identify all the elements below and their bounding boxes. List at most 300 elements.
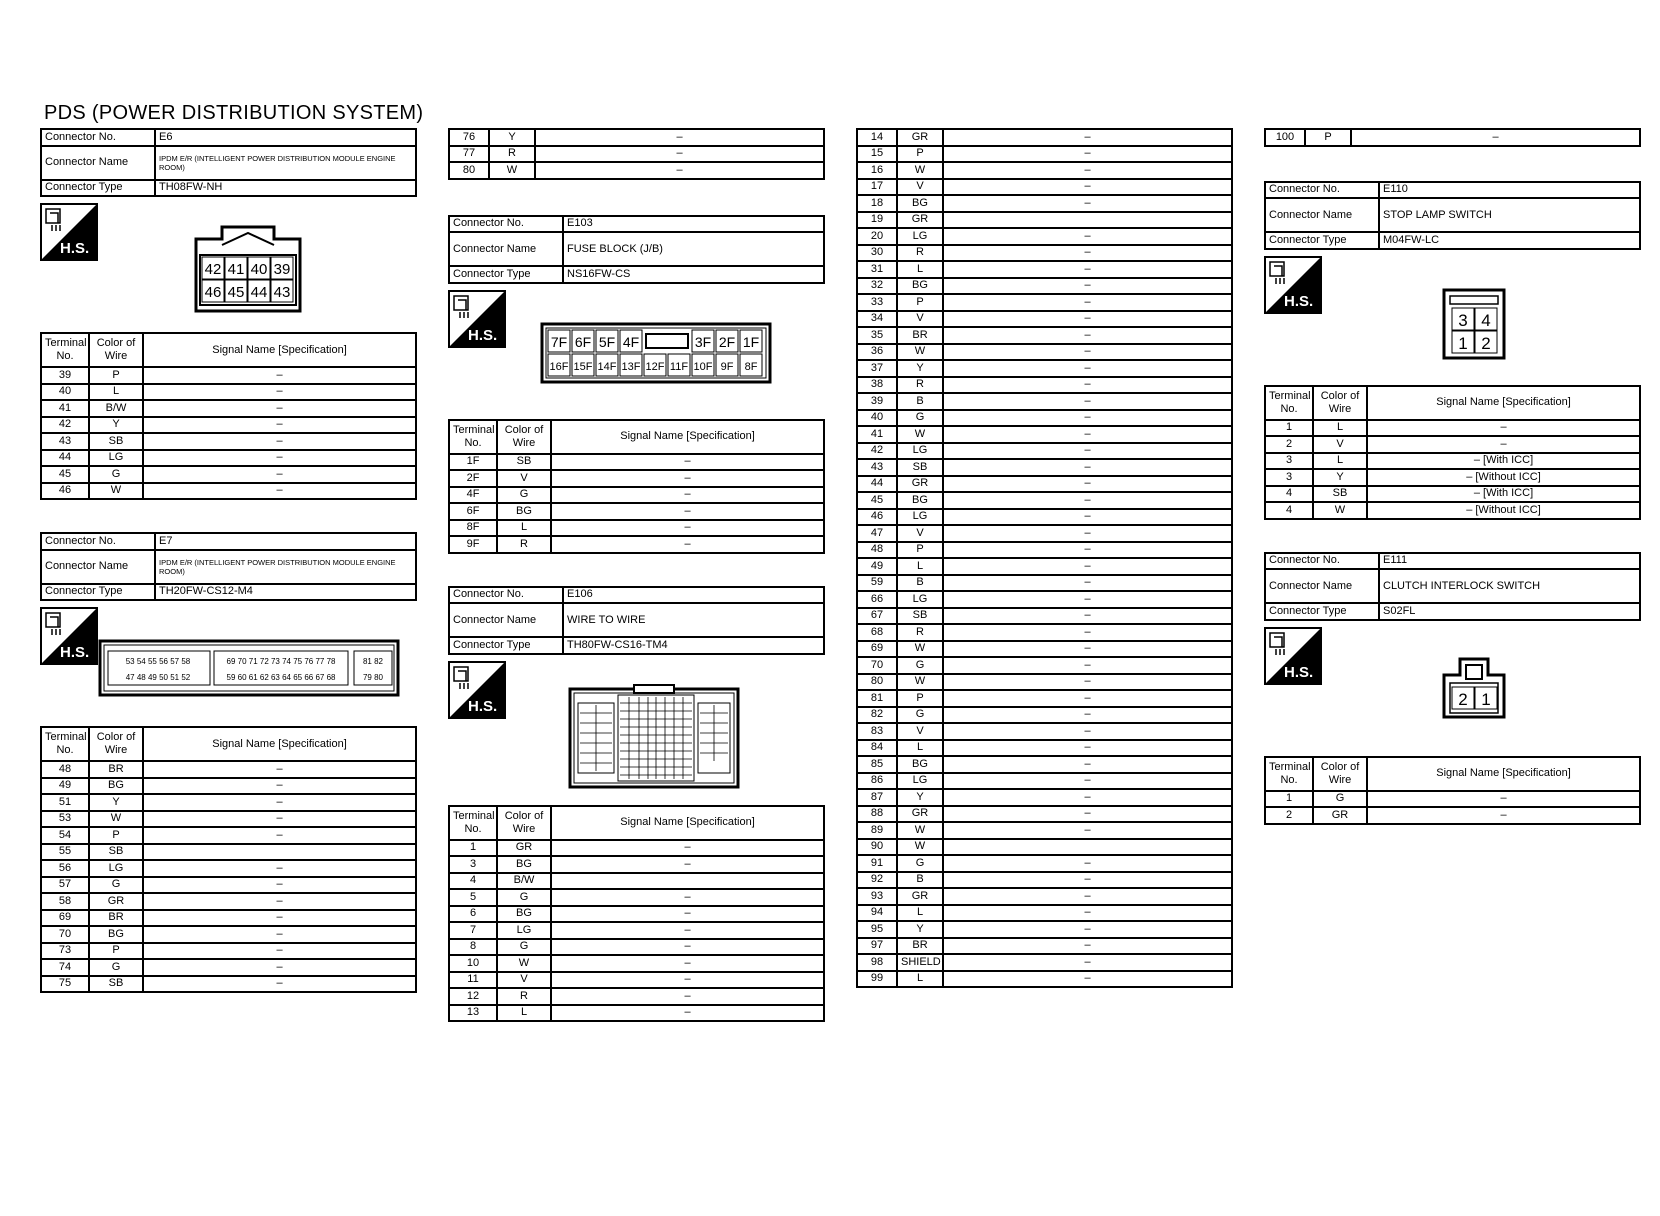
wire-color-cell: R bbox=[489, 146, 535, 163]
e103-pin: 15F bbox=[573, 360, 593, 373]
table-row bbox=[449, 955, 824, 972]
table-row bbox=[857, 278, 1232, 295]
signal-name-cell: – bbox=[143, 827, 416, 844]
terminal-no-cell: 35 bbox=[857, 327, 897, 344]
terminal-no-cell: 58 bbox=[41, 893, 89, 910]
e103-pin: 9F bbox=[720, 360, 734, 373]
terminal-no-cell: 9F bbox=[449, 536, 497, 553]
table-row bbox=[41, 794, 416, 811]
terminal-no-cell: 11 bbox=[449, 972, 497, 989]
wire-color-cell: BG bbox=[497, 856, 551, 873]
wire-color-cell: Y bbox=[89, 794, 143, 811]
terminal-no-cell: 80 bbox=[449, 162, 489, 179]
terminal-no-cell: 92 bbox=[857, 872, 897, 889]
table-row bbox=[857, 344, 1232, 361]
terminal-no-cell: 36 bbox=[857, 344, 897, 361]
color-of-wire-header: Color of Wire bbox=[497, 806, 551, 840]
table-row bbox=[857, 476, 1232, 493]
terminal-no-cell: 19 bbox=[857, 212, 897, 229]
signal-name-cell: – bbox=[943, 558, 1232, 575]
table-row bbox=[449, 1005, 824, 1022]
terminal-no-cell: 54 bbox=[41, 827, 89, 844]
e103-pin: 8F bbox=[744, 360, 758, 373]
terminal-no-cell: 70 bbox=[41, 926, 89, 943]
table-row bbox=[857, 756, 1232, 773]
table-row bbox=[41, 860, 416, 877]
terminal-table-e6 bbox=[40, 332, 417, 500]
signal-name-cell: – bbox=[943, 278, 1232, 295]
signal-name-cell: – bbox=[551, 470, 824, 487]
table-row bbox=[857, 608, 1232, 625]
table-row bbox=[41, 811, 416, 828]
terminal-no-cell: 44 bbox=[857, 476, 897, 493]
wire-color-cell: P bbox=[89, 827, 143, 844]
table-row bbox=[449, 454, 824, 471]
wire-color-cell: GR bbox=[497, 840, 551, 857]
table-row bbox=[41, 417, 416, 434]
terminal-table-e7 bbox=[40, 726, 417, 993]
signal-name-cell: – bbox=[943, 459, 1232, 476]
terminal-table-e103 bbox=[448, 419, 825, 554]
signal-name-cell: – bbox=[943, 773, 1232, 790]
harness-side-icon bbox=[1264, 627, 1322, 685]
signal-name-cell: – bbox=[943, 575, 1232, 592]
table-row bbox=[857, 921, 1232, 938]
connector-no-label: Connector No. bbox=[41, 533, 155, 550]
terminal-rows bbox=[857, 129, 1232, 987]
wire-color-cell: BR bbox=[89, 761, 143, 778]
e110-pin: 1 bbox=[1458, 333, 1468, 353]
signal-name-cell: – bbox=[943, 327, 1232, 344]
svg-text:79 80: 79 80 bbox=[362, 673, 384, 682]
terminal-no-cell: 7 bbox=[449, 922, 497, 939]
signal-name-cell: – bbox=[943, 855, 1232, 872]
wire-color-cell: P bbox=[1305, 129, 1351, 146]
wire-color-cell: SB bbox=[1313, 486, 1367, 503]
e103-pin: 4F bbox=[622, 333, 640, 350]
wire-color-cell: P bbox=[897, 690, 943, 707]
color-of-wire-header: Color of Wire bbox=[497, 420, 551, 454]
column-4 bbox=[1264, 128, 1641, 825]
wire-color-cell: L bbox=[89, 384, 143, 401]
table-row bbox=[857, 542, 1232, 559]
signal-name-header: Signal Name [Specification] bbox=[1367, 386, 1640, 420]
table-row bbox=[1265, 502, 1640, 519]
wire-color-cell: GR bbox=[897, 212, 943, 229]
signal-name-cell: – bbox=[551, 889, 824, 906]
terminal-no-cell: 55 bbox=[41, 844, 89, 861]
signal-name-cell: – bbox=[943, 690, 1232, 707]
signal-name-cell: – bbox=[143, 483, 416, 500]
table-row bbox=[857, 377, 1232, 394]
table-row bbox=[449, 939, 824, 956]
wire-color-cell: BG bbox=[897, 278, 943, 295]
e103-pin: 6F bbox=[574, 333, 592, 350]
e103-pin: 11F bbox=[669, 360, 689, 373]
terminal-no-cell: 14 bbox=[857, 129, 897, 146]
wire-color-cell: P bbox=[89, 943, 143, 960]
signal-name-cell: – bbox=[551, 922, 824, 939]
wire-color-cell: BG bbox=[897, 492, 943, 509]
table-row bbox=[857, 228, 1232, 245]
terminal-no-cell: 85 bbox=[857, 756, 897, 773]
table-row bbox=[449, 520, 824, 537]
e6-pin: 39 bbox=[273, 261, 291, 278]
signal-name-cell: – [Without ICC] bbox=[1367, 502, 1640, 519]
wire-color-cell: V bbox=[897, 311, 943, 328]
terminal-no-cell: 53 bbox=[41, 811, 89, 828]
table-row bbox=[449, 840, 824, 857]
table-row bbox=[857, 245, 1232, 262]
terminal-no-cell: 2F bbox=[449, 470, 497, 487]
e103-pin: 3F bbox=[694, 333, 712, 350]
connector-info-e106 bbox=[448, 586, 825, 655]
hs-label: H.S. bbox=[468, 326, 498, 344]
wire-color-cell: W bbox=[89, 483, 143, 500]
signal-name-cell: – bbox=[943, 377, 1232, 394]
table-row bbox=[857, 426, 1232, 443]
color-of-wire-header: Color of Wire bbox=[1313, 386, 1367, 420]
table-row bbox=[41, 400, 416, 417]
signal-name-cell: – bbox=[551, 939, 824, 956]
table-row bbox=[449, 922, 824, 939]
signal-name-cell: – bbox=[1367, 420, 1640, 437]
terminal-no-cell: 75 bbox=[41, 976, 89, 993]
wire-color-cell: W bbox=[497, 955, 551, 972]
terminal-no-cell: 2 bbox=[1265, 436, 1313, 453]
terminal-no-cell: 59 bbox=[857, 575, 897, 592]
e6-pin: 45 bbox=[227, 284, 245, 301]
hs-label: H.S. bbox=[60, 644, 90, 661]
terminal-no-cell: 70 bbox=[857, 657, 897, 674]
signal-name-cell: – [With ICC] bbox=[1367, 453, 1640, 470]
terminal-no-cell: 42 bbox=[857, 443, 897, 460]
e110-pin: 4 bbox=[1481, 310, 1491, 330]
signal-name-cell: – bbox=[943, 674, 1232, 691]
wire-color-cell: GR bbox=[897, 888, 943, 905]
wire-color-cell: V bbox=[897, 723, 943, 740]
terminal-no-cell: 8 bbox=[449, 939, 497, 956]
terminal-no-cell: 17 bbox=[857, 179, 897, 196]
table-row bbox=[41, 367, 416, 384]
e103-pin: 5F bbox=[598, 333, 616, 350]
wire-color-cell: L bbox=[1313, 420, 1367, 437]
table-row bbox=[449, 856, 824, 873]
connector-diagram-e6 bbox=[192, 225, 304, 315]
table-row bbox=[449, 906, 824, 923]
signal-name-cell: – bbox=[1367, 436, 1640, 453]
connector-name-label: Connector Name bbox=[449, 232, 563, 266]
terminal-no-cell: 87 bbox=[857, 789, 897, 806]
terminal-no-cell: 40 bbox=[41, 384, 89, 401]
signal-name-cell: – bbox=[1351, 129, 1640, 146]
color-of-wire-header: Color of Wire bbox=[1313, 757, 1367, 791]
table-row bbox=[857, 294, 1232, 311]
table-row bbox=[857, 459, 1232, 476]
wire-color-cell: Y bbox=[897, 360, 943, 377]
terminal-no-cell: 34 bbox=[857, 311, 897, 328]
signal-name-cell: – bbox=[943, 872, 1232, 889]
wire-color-cell: L bbox=[897, 905, 943, 922]
terminal-no-cell: 66 bbox=[857, 591, 897, 608]
connector-info-e103 bbox=[448, 215, 825, 284]
terminal-no-cell: 5 bbox=[449, 889, 497, 906]
table-row bbox=[1265, 486, 1640, 503]
terminal-rows bbox=[449, 840, 824, 1022]
table-row bbox=[857, 162, 1232, 179]
connector-info-e6 bbox=[40, 128, 417, 197]
signal-name-cell: – bbox=[943, 624, 1232, 641]
wire-color-cell: GR bbox=[897, 129, 943, 146]
signal-name-cell bbox=[143, 844, 416, 861]
terminal-no-cell: 97 bbox=[857, 938, 897, 955]
svg-text:47 48 49 50 51 52: 47 48 49 50 51 52 bbox=[125, 673, 191, 682]
wire-color-cell: V bbox=[497, 972, 551, 989]
signal-name-cell: – bbox=[1367, 791, 1640, 808]
terminal-no-cell: 45 bbox=[857, 492, 897, 509]
table-row bbox=[449, 889, 824, 906]
terminal-no-cell: 74 bbox=[41, 959, 89, 976]
table-row bbox=[1265, 453, 1640, 470]
wire-color-cell: V bbox=[1313, 436, 1367, 453]
table-row bbox=[857, 575, 1232, 592]
e103-pin: 7F bbox=[550, 333, 568, 350]
wire-color-cell: R bbox=[897, 245, 943, 262]
signal-name-cell: – bbox=[143, 893, 416, 910]
connector-no-value: E110 bbox=[1379, 182, 1640, 199]
table-row bbox=[857, 591, 1232, 608]
wire-color-cell: P bbox=[897, 146, 943, 163]
wire-color-cell: G bbox=[89, 877, 143, 894]
signal-name-cell: – bbox=[943, 228, 1232, 245]
terminal-no-cell: 42 bbox=[41, 417, 89, 434]
harness-side-icon bbox=[40, 203, 98, 261]
terminal-no-cell: 82 bbox=[857, 707, 897, 724]
signal-name-cell: – bbox=[551, 972, 824, 989]
wire-color-cell: P bbox=[897, 294, 943, 311]
table-row bbox=[1265, 129, 1640, 146]
wire-color-cell: LG bbox=[497, 922, 551, 939]
terminal-no-cell: 39 bbox=[41, 367, 89, 384]
terminal-no-cell: 76 bbox=[449, 129, 489, 146]
terminal-no-cell: 4F bbox=[449, 487, 497, 504]
connector-name-label: Connector Name bbox=[1265, 569, 1379, 603]
signal-name-cell: – bbox=[943, 476, 1232, 493]
terminal-no-cell: 4 bbox=[1265, 486, 1313, 503]
wire-color-cell: V bbox=[897, 179, 943, 196]
wire-color-cell: G bbox=[497, 889, 551, 906]
harness-side-icon bbox=[448, 661, 506, 719]
terminal-no-cell: 67 bbox=[857, 608, 897, 625]
signal-name-cell: – bbox=[143, 926, 416, 943]
signal-name-cell: – bbox=[551, 906, 824, 923]
table-row bbox=[857, 624, 1232, 641]
harness-side-icon bbox=[1264, 256, 1322, 314]
table-row bbox=[857, 509, 1232, 526]
e111-pin: 1 bbox=[1481, 689, 1491, 709]
wire-color-cell: LG bbox=[897, 509, 943, 526]
connector-info-e110 bbox=[1264, 181, 1641, 250]
terminal-no-cell: 1 bbox=[1265, 420, 1313, 437]
terminal-no-cell: 46 bbox=[857, 509, 897, 526]
signal-name-header: Signal Name [Specification] bbox=[551, 806, 824, 840]
signal-name-cell: – bbox=[551, 955, 824, 972]
signal-name-cell: – bbox=[943, 129, 1232, 146]
connector-type-label: Connector Type bbox=[41, 180, 155, 197]
terminal-no-cell: 49 bbox=[41, 778, 89, 795]
terminal-no-cell: 94 bbox=[857, 905, 897, 922]
signal-name-cell: – bbox=[943, 740, 1232, 757]
signal-name-header: Signal Name [Specification] bbox=[143, 333, 416, 367]
connector-name-value: FUSE BLOCK (J/B) bbox=[563, 232, 824, 266]
svg-text:59 60 61 62 63 64 65 66 67 68: 59 60 61 62 63 64 65 66 67 68 bbox=[226, 673, 336, 682]
terminal-no-cell: 1 bbox=[449, 840, 497, 857]
table-row bbox=[41, 466, 416, 483]
wire-color-cell: B bbox=[897, 393, 943, 410]
table-row bbox=[857, 212, 1232, 229]
table-row bbox=[857, 938, 1232, 955]
terminal-no-cell: 49 bbox=[857, 558, 897, 575]
connector-name-value: WIRE TO WIRE bbox=[563, 603, 824, 637]
table-row bbox=[41, 943, 416, 960]
wire-color-cell: BG bbox=[897, 195, 943, 212]
terminal-no-cell: 56 bbox=[41, 860, 89, 877]
e103-pin: 10F bbox=[693, 360, 713, 373]
table-row bbox=[41, 827, 416, 844]
signal-name-cell: – bbox=[943, 410, 1232, 427]
wire-color-cell: LG bbox=[897, 228, 943, 245]
signal-name-cell: – bbox=[943, 443, 1232, 460]
terminal-table-e110 bbox=[1264, 385, 1641, 520]
terminal-no-cell: 38 bbox=[857, 377, 897, 394]
signal-name-cell: – bbox=[943, 245, 1232, 262]
terminal-rows bbox=[449, 129, 824, 179]
connector-name-value: IPDM E/R (INTELLIGENT POWER DISTRIBUTION MODULE ENGINE ROOM) bbox=[155, 146, 416, 180]
wire-color-cell: Y bbox=[897, 921, 943, 938]
table-row bbox=[41, 433, 416, 450]
connector-diagram-e7 bbox=[98, 639, 400, 702]
terminal-no-cell: 83 bbox=[857, 723, 897, 740]
table-row bbox=[857, 954, 1232, 971]
wire-color-cell: B bbox=[897, 575, 943, 592]
wire-color-cell: G bbox=[89, 959, 143, 976]
table-row bbox=[41, 384, 416, 401]
color-of-wire-header: Color of Wire bbox=[89, 333, 143, 367]
table-row bbox=[449, 470, 824, 487]
svg-text:69 70 71 72 73 74 75 76 77 78: 69 70 71 72 73 74 75 76 77 78 bbox=[226, 657, 336, 666]
wire-color-cell: P bbox=[897, 542, 943, 559]
wire-color-cell: GR bbox=[897, 806, 943, 823]
table-row bbox=[857, 360, 1232, 377]
wire-color-cell: R bbox=[497, 988, 551, 1005]
e6-pin: 44 bbox=[250, 284, 268, 301]
wire-color-cell: W bbox=[897, 674, 943, 691]
terminal-table-e106-cont bbox=[856, 128, 1233, 988]
terminal-no-cell: 47 bbox=[857, 525, 897, 542]
signal-name-cell: – bbox=[943, 591, 1232, 608]
signal-name-cell: – bbox=[143, 367, 416, 384]
page-title: PDS (POWER DISTRIBUTION SYSTEM) bbox=[44, 102, 424, 124]
signal-name-cell: – bbox=[943, 311, 1232, 328]
table-row bbox=[41, 877, 416, 894]
terminal-rows bbox=[1265, 420, 1640, 519]
signal-name-cell: – bbox=[143, 877, 416, 894]
terminal-no-cell: 1 bbox=[1265, 791, 1313, 808]
table-row bbox=[41, 483, 416, 500]
wire-color-cell: G bbox=[497, 939, 551, 956]
table-row bbox=[857, 327, 1232, 344]
terminal-no-cell: 51 bbox=[41, 794, 89, 811]
table-row bbox=[1265, 469, 1640, 486]
connector-diagram-e111 bbox=[1442, 657, 1506, 724]
e6-pin: 43 bbox=[273, 284, 291, 301]
signal-name-cell: – bbox=[143, 976, 416, 993]
e6-pin: 42 bbox=[204, 261, 222, 278]
signal-name-cell: – bbox=[943, 608, 1232, 625]
terminal-rows bbox=[41, 761, 416, 992]
column-1 bbox=[40, 128, 417, 993]
e103-pin: 14F bbox=[597, 360, 617, 373]
signal-name-cell: – bbox=[943, 261, 1232, 278]
terminal-no-cell: 69 bbox=[41, 910, 89, 927]
signal-name-cell: – bbox=[943, 938, 1232, 955]
signal-name-cell: – bbox=[943, 179, 1232, 196]
terminal-no-cell: 77 bbox=[449, 146, 489, 163]
terminal-no-cell: 1F bbox=[449, 454, 497, 471]
wire-color-cell: G bbox=[897, 707, 943, 724]
table-row bbox=[449, 129, 824, 146]
wire-color-cell: G bbox=[897, 657, 943, 674]
wire-color-cell: SB bbox=[897, 608, 943, 625]
signal-name-cell: – bbox=[535, 129, 824, 146]
table-row bbox=[857, 707, 1232, 724]
terminal-no-cell: 98 bbox=[857, 954, 897, 971]
wire-color-cell: GR bbox=[1313, 807, 1367, 824]
signal-name-cell: – bbox=[143, 860, 416, 877]
connector-info-e111 bbox=[1264, 552, 1641, 621]
signal-name-cell: – bbox=[943, 294, 1232, 311]
connector-type-label: Connector Type bbox=[41, 584, 155, 601]
terminal-table-e106 bbox=[448, 805, 825, 1023]
terminal-no-cell: 12 bbox=[449, 988, 497, 1005]
e103-pin: 13F bbox=[621, 360, 641, 373]
wire-color-cell: BG bbox=[897, 756, 943, 773]
signal-name-cell: – bbox=[943, 509, 1232, 526]
connector-no-value: E103 bbox=[563, 216, 824, 233]
signal-name-cell: – bbox=[943, 921, 1232, 938]
wire-color-cell: LG bbox=[897, 443, 943, 460]
connector-info-e7 bbox=[40, 532, 417, 601]
connector-diagram-e103 bbox=[540, 322, 772, 389]
harness-side-icon bbox=[40, 607, 98, 665]
wire-color-cell: W bbox=[489, 162, 535, 179]
e103-pin: 2F bbox=[718, 333, 736, 350]
table-row bbox=[1265, 420, 1640, 437]
terminal-no-header: Terminal No. bbox=[41, 333, 89, 367]
signal-name-cell bbox=[943, 839, 1232, 856]
signal-name-cell: – bbox=[943, 954, 1232, 971]
table-row bbox=[449, 988, 824, 1005]
terminal-no-cell: 48 bbox=[857, 542, 897, 559]
terminal-no-cell: 37 bbox=[857, 360, 897, 377]
hs-label: H.S. bbox=[60, 240, 90, 257]
wire-color-cell: L bbox=[1313, 453, 1367, 470]
table-row bbox=[857, 146, 1232, 163]
terminal-no-cell: 95 bbox=[857, 921, 897, 938]
terminal-no-cell: 10 bbox=[449, 955, 497, 972]
column-3 bbox=[856, 128, 1233, 988]
terminal-no-cell: 45 bbox=[41, 466, 89, 483]
